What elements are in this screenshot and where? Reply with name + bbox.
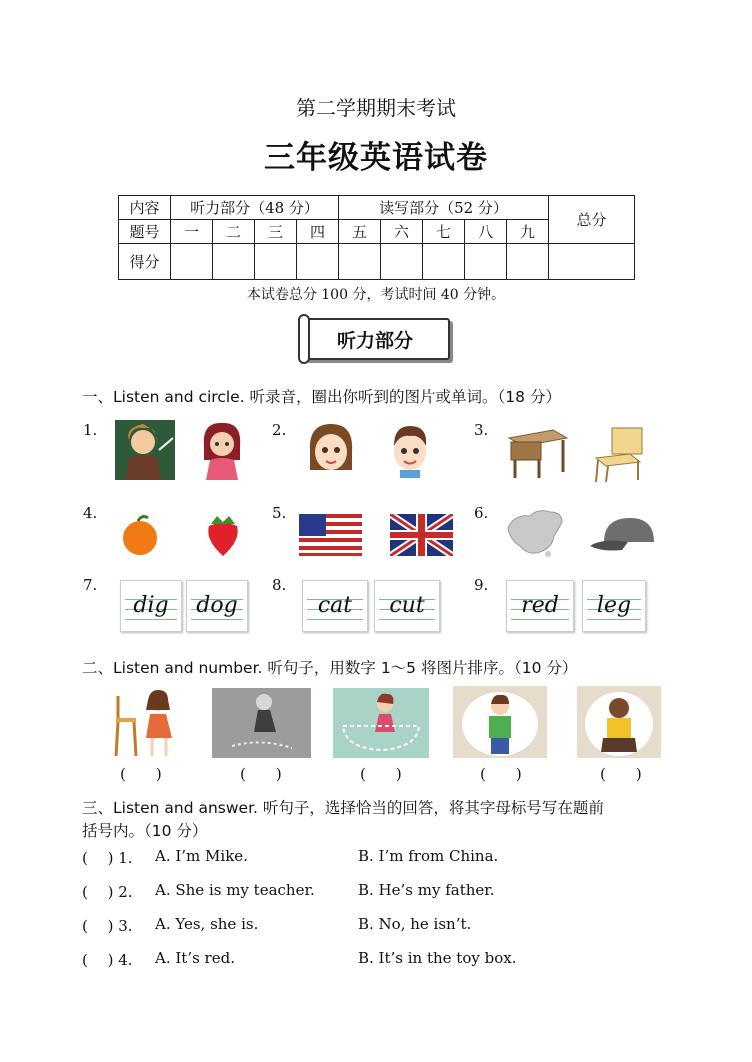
table-cell: 三 [255, 220, 297, 244]
writing-line [587, 619, 641, 620]
china-map-icon[interactable] [504, 506, 566, 558]
card-word: dig [133, 593, 169, 618]
listening-banner [298, 314, 452, 364]
item-number: 4. [83, 504, 98, 522]
score-cell[interactable] [339, 244, 381, 280]
score-cell[interactable] [465, 244, 507, 280]
uk-flag-icon[interactable] [390, 514, 453, 556]
word-card-cat[interactable] [302, 580, 368, 632]
girl-grey-scene-icon[interactable] [212, 688, 311, 758]
usa-flag-icon[interactable] [299, 514, 362, 556]
option-b: B. He’s my father. [358, 881, 495, 899]
word-card-leg[interactable] [582, 580, 646, 632]
item-number: 1. [83, 421, 98, 439]
table-cell: 九 [507, 220, 549, 244]
boy-sitting-icon[interactable] [577, 686, 661, 758]
table-cell: 一 [171, 220, 213, 244]
item-number: 5. [272, 504, 287, 522]
table-cell: 总分 [549, 196, 635, 244]
question-number[interactable]: ( ) 4. [82, 951, 133, 969]
girl-in-bathtub-icon[interactable] [333, 688, 429, 758]
answer-bracket[interactable]: ( ) [120, 765, 162, 783]
girl-face-icon[interactable] [306, 420, 356, 480]
writing-line [307, 619, 363, 620]
teacher-picture-icon[interactable] [115, 420, 175, 480]
answer-bracket[interactable]: ( ) [600, 765, 642, 783]
exam-subtitle: 第二学期期末考试 [296, 96, 456, 120]
question-number[interactable]: ( ) 1. [82, 849, 133, 867]
writing-line [379, 619, 435, 620]
score-cell[interactable] [255, 244, 297, 280]
item-number: 3. [474, 421, 489, 439]
option-b: B. No, he isn’t. [358, 915, 472, 933]
option-a: A. She is my teacher. [155, 881, 315, 899]
option-a: A. Yes, she is. [155, 915, 259, 933]
score-cell[interactable] [549, 244, 635, 280]
card-word: leg [596, 593, 632, 618]
table-cell: 五 [339, 220, 381, 244]
score-cell[interactable] [423, 244, 465, 280]
score-cell[interactable] [171, 244, 213, 280]
orange-icon[interactable] [118, 512, 162, 556]
word-card-red[interactable] [506, 580, 574, 632]
card-word: dog [196, 593, 238, 618]
score-cell[interactable] [297, 244, 339, 280]
chair-icon[interactable] [590, 424, 648, 484]
item-number: 6. [474, 504, 489, 522]
section2-title: 二、Listen and number. 听句子，用数字 1～5 将图片排序。（10 分） [82, 659, 578, 677]
boy-green-shirt-icon[interactable] [453, 686, 547, 758]
section3-title-line2: 括号内。（10 分） [82, 822, 208, 840]
card-word: cat [317, 593, 353, 618]
item-number: 2. [272, 421, 287, 439]
option-b: B. I’m from China. [358, 847, 499, 865]
card-word: cut [389, 593, 425, 618]
item-number: 8. [272, 576, 287, 594]
writing-line [125, 619, 177, 620]
table-cell: 听力部分（48 分） [171, 196, 339, 220]
girl-with-chair-icon[interactable] [112, 688, 182, 758]
strawberry-icon[interactable] [203, 510, 243, 558]
table-cell: 七 [423, 220, 465, 244]
table-cell: 四 [297, 220, 339, 244]
score-table [118, 195, 635, 280]
option-a: A. I’m Mike. [155, 847, 248, 865]
writing-line [511, 619, 569, 620]
word-card-dig[interactable] [120, 580, 182, 632]
table-cell: 六 [381, 220, 423, 244]
banner-label: 听力部分 [336, 330, 413, 352]
option-b: B. It’s in the toy box. [358, 949, 517, 967]
question-number[interactable]: ( ) 2. [82, 883, 133, 901]
cap-icon[interactable] [588, 512, 660, 558]
writing-line [191, 619, 243, 620]
word-card-dog[interactable] [186, 580, 248, 632]
exam-note: 本试卷总分 100 分，考试时间 40 分钟。 [246, 287, 506, 303]
table-cell: 二 [213, 220, 255, 244]
table-cell: 题号 [119, 220, 171, 244]
table-cell: 读写部分（52 分） [339, 196, 549, 220]
boy-face-icon[interactable] [386, 420, 434, 480]
score-cell[interactable] [213, 244, 255, 280]
table-cell: 得分 [119, 244, 171, 280]
item-number: 9. [474, 576, 489, 594]
card-word: red [521, 593, 559, 618]
table-cell: 八 [465, 220, 507, 244]
score-cell[interactable] [507, 244, 549, 280]
item-number: 7. [83, 576, 98, 594]
answer-bracket[interactable]: ( ) [240, 765, 282, 783]
section1-title: 一、Listen and circle. 听录音，圈出你听到的图片或单词。（18 分） [82, 388, 561, 406]
answer-bracket[interactable]: ( ) [360, 765, 402, 783]
exam-title: 三年级英语试卷 [264, 140, 488, 176]
section3-title-line1: 三、Listen and answer. 听句子，选择恰当的回答，将其字母标号写在题前 [82, 799, 604, 817]
desk-icon[interactable] [505, 424, 569, 480]
answer-bracket[interactable]: ( ) [480, 765, 522, 783]
option-a: A. It’s red. [155, 949, 235, 967]
word-card-cut[interactable] [374, 580, 440, 632]
question-number[interactable]: ( ) 3. [82, 917, 133, 935]
girl-picture-icon[interactable] [196, 420, 248, 480]
score-cell[interactable] [381, 244, 423, 280]
table-cell: 内容 [119, 196, 171, 220]
